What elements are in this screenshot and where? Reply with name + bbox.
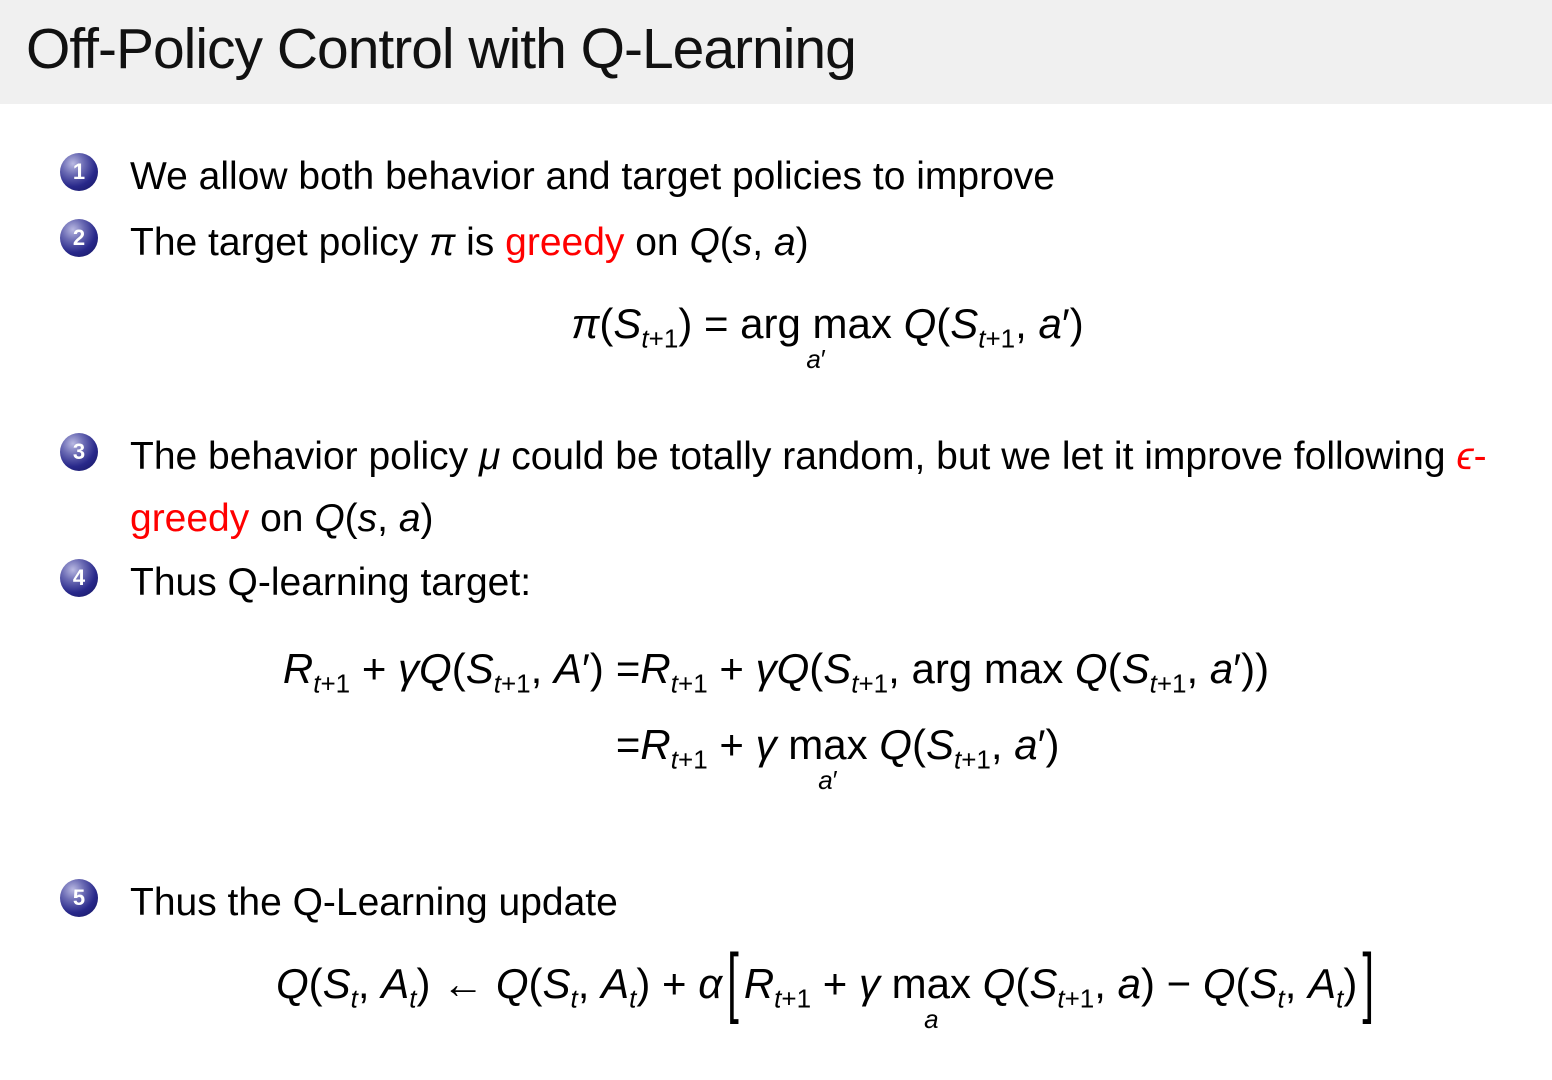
list-item-3 xyxy=(60,426,1525,551)
slide-title: Off-Policy Control with Q-Learning xyxy=(26,17,856,81)
equation-lhs xyxy=(283,721,604,775)
list-item-2 xyxy=(60,212,1525,274)
bullet-number: 5 xyxy=(72,885,86,910)
bullet-number: 3 xyxy=(72,439,86,464)
formula-qlearning-target xyxy=(0,645,1552,796)
list-item-text: Thus the Q-Learning update xyxy=(130,881,618,924)
bullet-number-icon xyxy=(60,153,98,191)
bullet-number-icon xyxy=(60,219,98,257)
list-item-1 xyxy=(60,146,1525,208)
equation-rhs: $=R_{t+1} + \gamma$ max a′ $Q(S_{t+1}$, a′) xyxy=(615,721,1060,796)
bullet-number: 4 xyxy=(72,565,86,590)
bullet-number-icon xyxy=(60,559,98,597)
list-item-text: The behavior policy μ could be totally random, but we let it improve following ϵ-greedy on Q(s, a) xyxy=(130,435,1487,541)
list-item-text: We allow both behavior and target policies to improve xyxy=(130,155,1055,198)
list-item-5 xyxy=(60,872,1525,934)
bullet-number-icon xyxy=(60,433,98,471)
list-item-text: Thus Q-learning target: xyxy=(130,561,532,604)
formula-greedy-policy: $\pi(S_{t+1})$ = arg max a′ $Q(S_{t+1}$, a′) xyxy=(571,300,1084,375)
bullet-number: 1 xyxy=(72,159,86,184)
bullet-number: 2 xyxy=(72,225,86,250)
formula-qlearning-update: $Q(S_t$, $A_t$) ← $Q(S_t$, $A_t) + \alpha$ [ $R_{t+1} + \gamma$ max a $Q(S_{t+1}$, $a) - Q(S_t$, $A_t$) ] xyxy=(275,937,1375,1035)
list-item-4 xyxy=(60,552,1525,614)
bullet-number-icon xyxy=(60,879,98,917)
equation-lhs: $R_{t+1} + \gamma Q(S_{t+1}$, A′) xyxy=(282,645,604,699)
list-item-text: The target policy π is greedy on Q(s, a) xyxy=(130,221,809,264)
slide-title-bar xyxy=(0,0,1552,104)
equation-rhs: $=R_{t+1} + \gamma Q(S_{t+1}$, arg $\max Q(S_{t+1}$, a′)) xyxy=(615,645,1270,699)
